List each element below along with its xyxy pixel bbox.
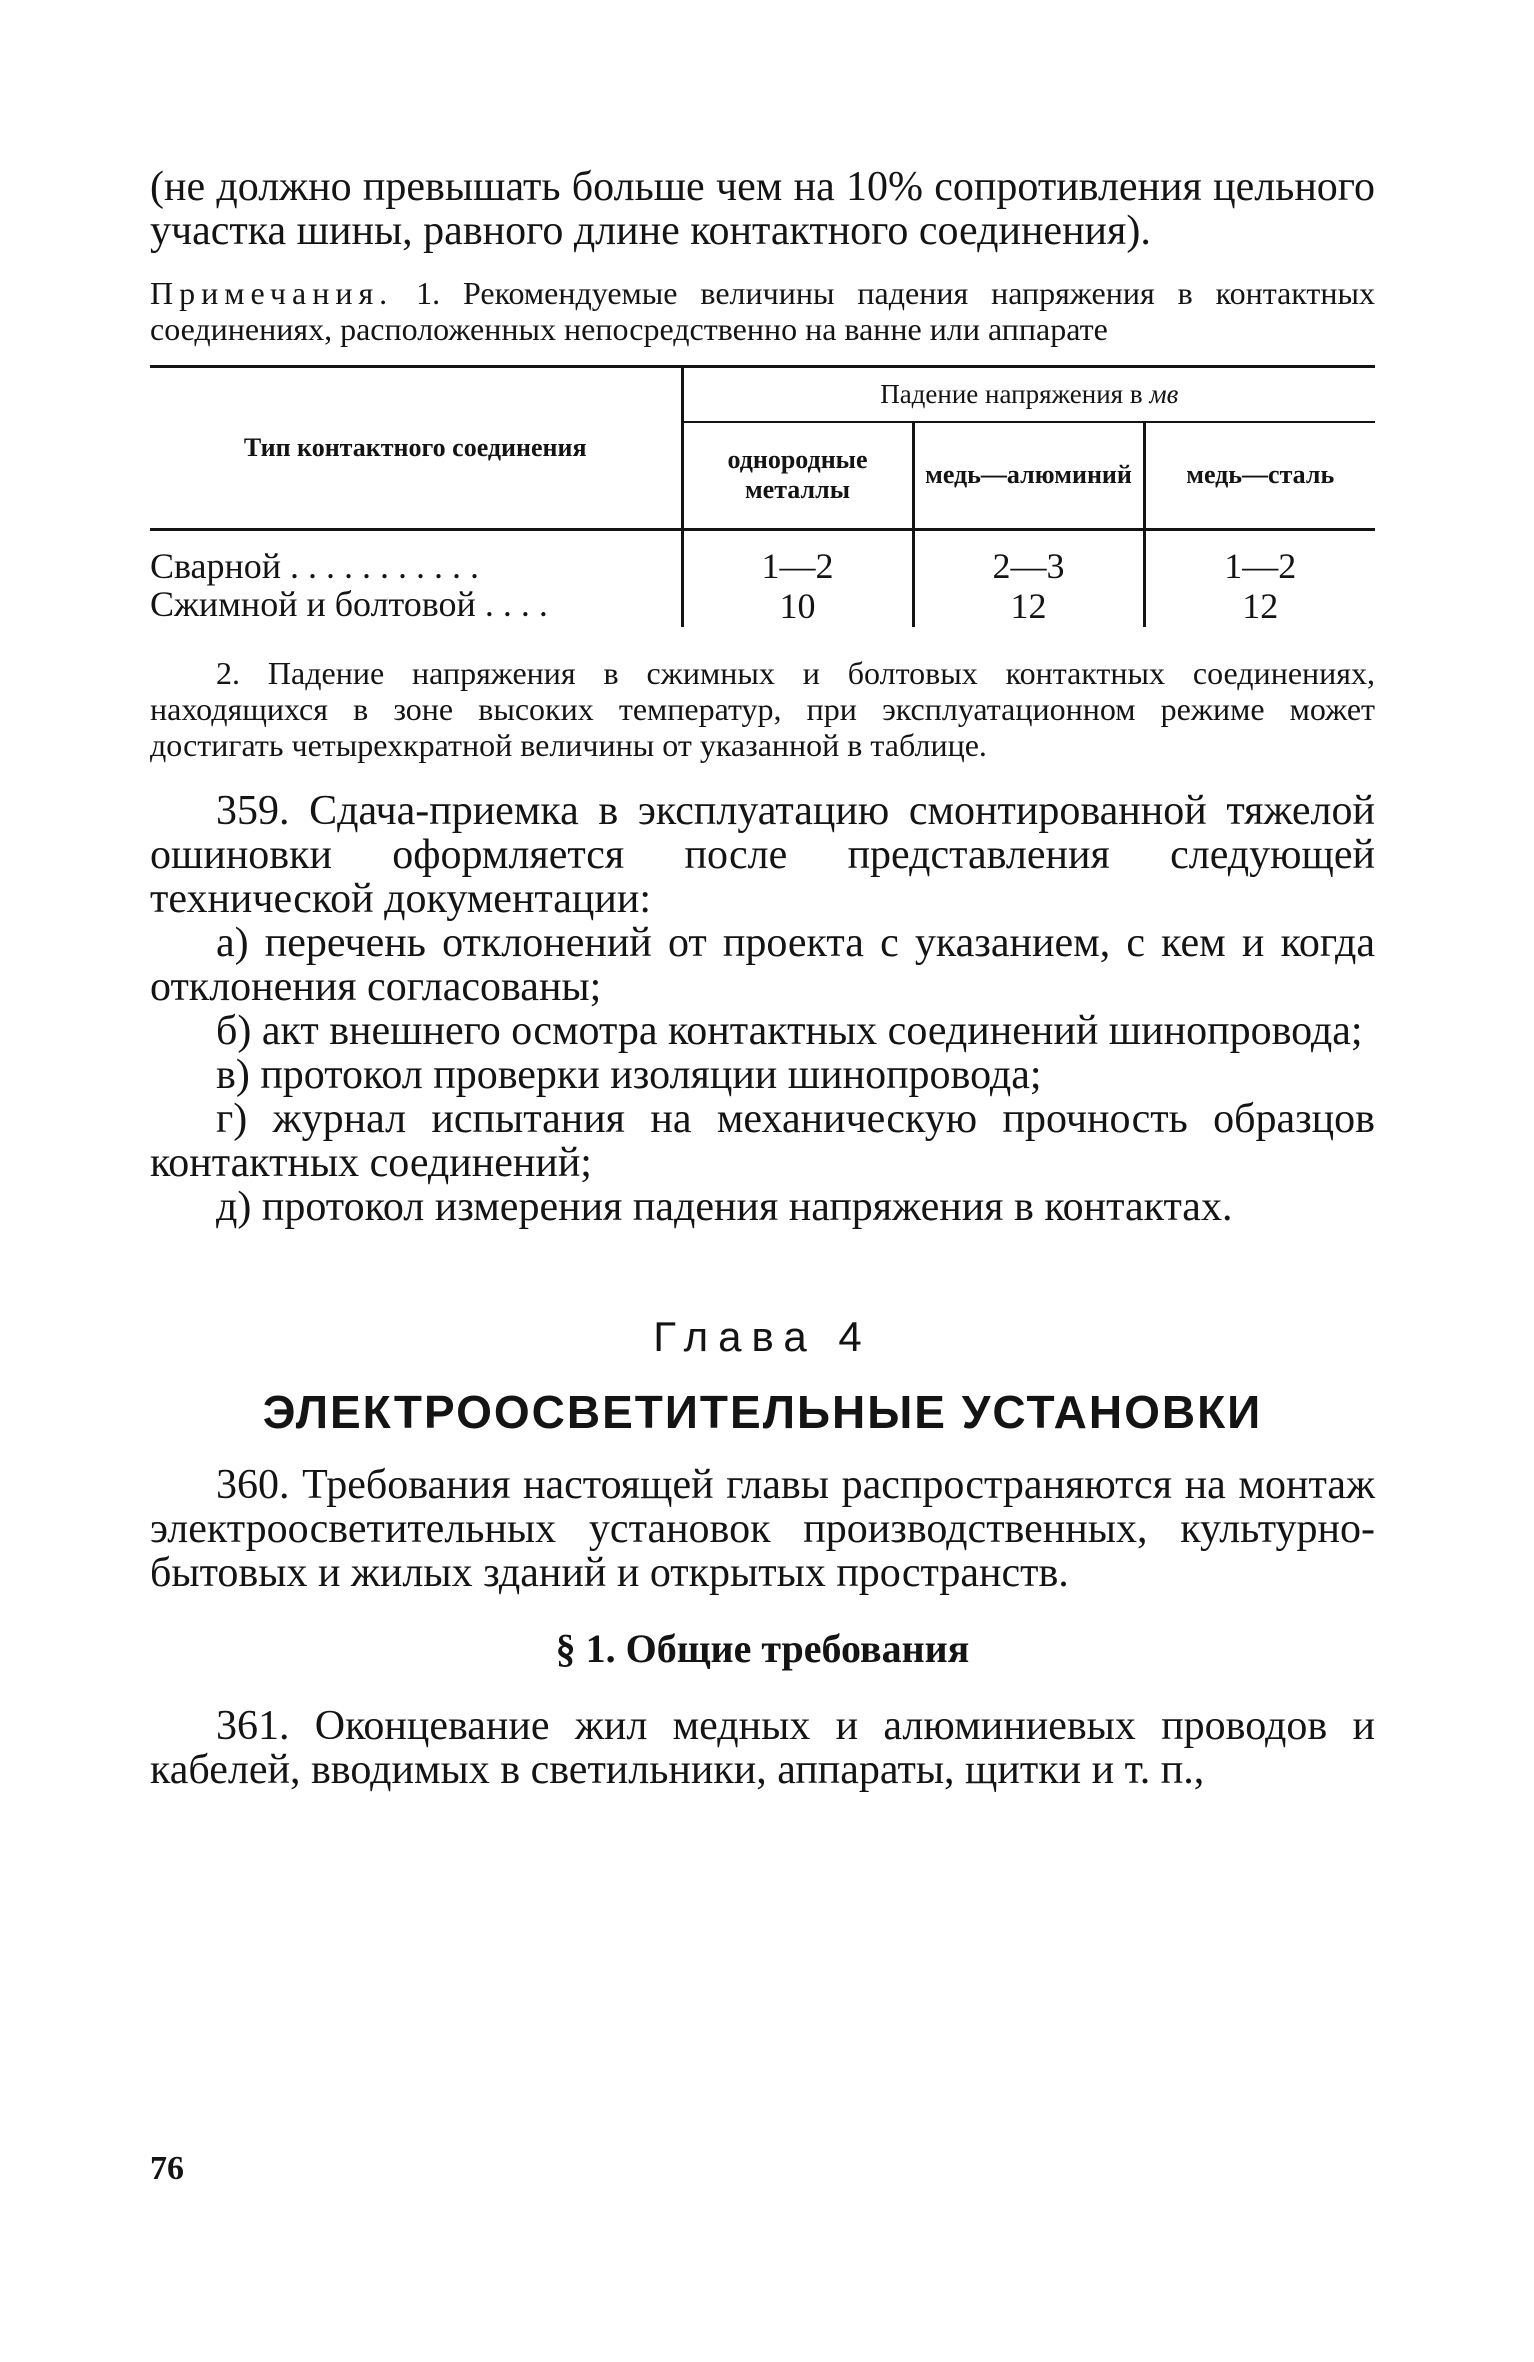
group-header-text: Падение напряжения в xyxy=(880,379,1143,410)
note-2: 2. Падение напряжения в сжимных и болтовых контактных соединениях, находящихся в зоне высоких температур, при эксплуатационном режиме может достигать четырехкратной величины от указанной в таблице. xyxy=(150,655,1375,763)
chapter-title: ЭЛЕКТРООСВЕТИТЕЛЬНЫЕ УСТАНОВКИ xyxy=(262,1386,1263,1438)
notes-label: Примечания. xyxy=(150,275,394,311)
col-type-header: Тип контактного соединения xyxy=(150,367,682,530)
voltage-table xyxy=(150,365,1375,627)
voltage-drop-table xyxy=(150,365,1375,627)
table-cell: 1—2 xyxy=(682,530,913,586)
row-leader: . . . . xyxy=(475,584,548,624)
group-header xyxy=(682,367,1375,422)
row-type xyxy=(150,530,682,586)
list-item: д) протокол измерения падения напряжения в контактах. xyxy=(216,1184,1233,1230)
subheader-homogeneous: однородные металлы xyxy=(682,422,913,530)
table-cell: 12 xyxy=(913,585,1144,627)
table-row xyxy=(150,585,1375,627)
table-cell: 10 xyxy=(682,585,913,627)
paragraph-359: 359. Сдача-приемка в эксплуатацию смонтированной тяжелой ошиновки оформляется после представления следующей технической документации: xyxy=(150,788,1375,922)
list-item: б) акт внешнего осмотра контактных соединений шинопровода; xyxy=(216,1008,1363,1054)
row-leader: . . . . . . . . . . . xyxy=(281,546,480,586)
chapter-label: Глава 4 xyxy=(653,1313,872,1360)
table-row xyxy=(150,530,1375,586)
table-cell: 12 xyxy=(1144,585,1375,627)
list-item: г) журнал испытания на механическую прочность образцов контактных соединений; xyxy=(150,1096,1375,1186)
row-type xyxy=(150,585,682,627)
table-cell: 2—3 xyxy=(913,530,1144,586)
page-content xyxy=(150,165,1375,1792)
note-1-text: 1. Рекомендуемые величины падения напряжения в контактных соединениях, расположенных непосредственно на ванне или аппарате xyxy=(150,275,1376,347)
section-title: § 1. Общие требования xyxy=(555,1626,970,1671)
paragraph-360: 360. Требования настоящей главы распространяются на монтаж электроосветительных установок производственных, культурно-бытовых и жилых зданий и открытых пространств. xyxy=(150,1462,1375,1596)
intro-paragraph: (не должно превышать больше чем на 10% сопротивления цельного участка шины, равного длине контактного соединения). xyxy=(150,164,1375,254)
page-number: 76 xyxy=(150,2150,184,2187)
subheader-copper-steel: медь—сталь xyxy=(1144,422,1375,530)
table-header-row xyxy=(150,367,1375,422)
list-item: а) перечень отклонений от проекта с указанием, с кем и когда отклонения согласованы; xyxy=(150,920,1375,1010)
group-unit: мв xyxy=(1149,379,1179,410)
table-cell: 1—2 xyxy=(1144,530,1375,586)
row-type-text: Сварной xyxy=(150,546,282,586)
list-item: в) протокол проверки изоляции шинопровода; xyxy=(216,1052,1042,1098)
paragraph-361: 361. Оконцевание жил медных и алюминиевых проводов и кабелей, вводимых в светильники, аппараты, щитки и т. п., xyxy=(150,1703,1375,1793)
note-1 xyxy=(150,275,1375,347)
subheader-copper-aluminum: медь—алюминий xyxy=(913,422,1144,530)
row-type-text: Сжимной и болтовой xyxy=(150,584,476,624)
